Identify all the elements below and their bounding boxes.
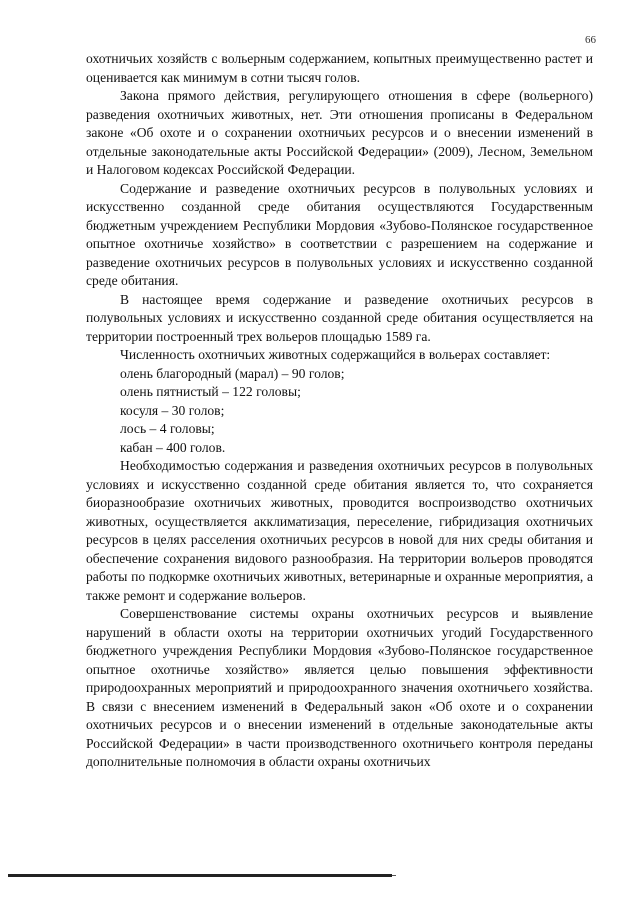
page-number: 66	[585, 34, 596, 46]
paragraph-necessity: Необходимостью содержания и разведения охотничьих ресурсов в полувольных условиях и искусственно созданной среде обитания является то, что сохраняется биоразнообразие охотничьих животных, проводится воспроизводство охотничьих животных, осуществляется акклиматизация, переселение, гибридизация охотничьих ресурсов в целях расселения охотничьих ресурсов в новой для них среды обитания и обеспечение сохранения видового разнообразия. На территории вольеров проводятся работы по подкормке охотничьих животных, ветеринарные и охранные мероприятия, а также ремонт и содержание вольеров.	[86, 458, 593, 603]
list-item: лось – 4 головы;	[120, 421, 215, 436]
bottom-rule-tail	[392, 875, 396, 876]
list-item: олень пятнистый – 122 головы;	[120, 384, 301, 399]
paragraph-continuation: охотничьих хозяйств с вольерным содержанием, копытных преимущественно растет и оценивается как минимум в сотни тысяч голов.	[86, 51, 593, 85]
list-item: кабан – 400 голов.	[120, 439, 226, 455]
list-item: косуля – 30 голов;	[120, 402, 225, 418]
paragraph-population-intro: Численность охотничьих животных содержащийся в вольерах составляет:	[120, 347, 551, 362]
paragraph-enclosures: В настоящее время содержание и разведение охотничьих ресурсов в полувольных условиях и искусственно созданной среде обитания осуществляется на территории построенный трех вольеров площадью 1589 га.	[86, 291, 593, 344]
list-item: олень благородный (марал) – 90 голов;	[120, 365, 345, 381]
animal-list	[86, 365, 593, 458]
paragraph-legislation: Закона прямого действия, регулирующего отношения в сфере (вольерного) разведения охотничьих животных, нет. Эти отношения прописаны в Федеральном законе «Об охоте и о сохранении охотничьих ресурсов и о внесении изменений в отдельные законодательные акты Российской Федерации» (2009), Лесном, Земельном и Налоговом кодексах Российской Федерации.	[86, 88, 593, 177]
paragraph-protection: Совершенствование системы охраны охотничьих ресурсов и выявление нарушений в области охоты на территории охотничьих угодий Государственного бюджетного учреждения Республики Мордовия «Зубово-Полянское государственное опытное охотничье хозяйство» является целью повышения эффективности природоохранных мероприятий и природоохранного значения охотничьего хозяйства. В связи с внесением изменений в Федеральный закон «Об охоте и о сохранении охотничьих ресурсов и о внесении изменений в отдельные законодательные акты Российской Федерации» в части производственного охотничьего контроля переданы дополнительные полномочия в области охраны охотничьих	[86, 606, 593, 769]
paragraph-breeding: Содержание и разведение охотничьих ресурсов в полувольных условиях и искусственно созданной среде обитания осуществляются Государственным бюджетным учреждением Республики Мордовия «Зубово-Полянское государственное опытное охотничье хозяйство» в соответствии с разрешением на содержание и разведение охотничьих ресурсов в полувольных условиях и искусственно созданной среде обитания.	[86, 180, 593, 288]
bottom-rule	[8, 874, 392, 877]
document-body	[86, 50, 593, 772]
